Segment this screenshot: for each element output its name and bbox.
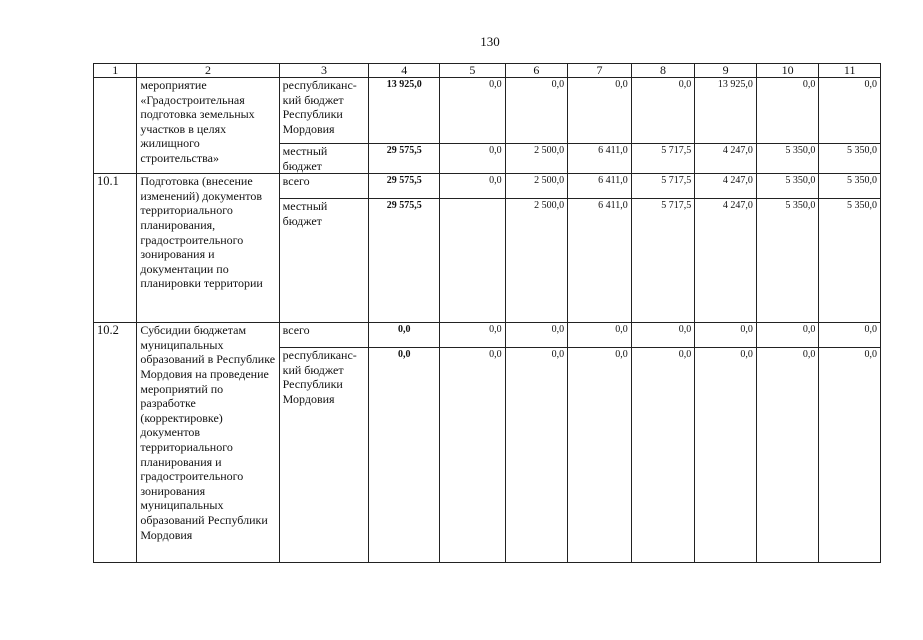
cell-value: 5 350,0 <box>819 144 881 174</box>
column-header: 3 <box>279 64 369 78</box>
cell-value: 0,0 <box>505 78 568 144</box>
cell-value: 0,0 <box>440 78 506 144</box>
budget-table <box>93 63 881 563</box>
cell-value: 5 350,0 <box>756 199 819 323</box>
table-row <box>94 174 881 199</box>
cell-value: 0,0 <box>568 348 632 563</box>
cell-value: 13 925,0 <box>695 78 757 144</box>
column-header: 4 <box>369 64 440 78</box>
cell-value <box>440 199 506 323</box>
cell-value: 5 350,0 <box>756 174 819 199</box>
column-header: 9 <box>695 64 757 78</box>
cell-value: 5 717,5 <box>631 144 695 174</box>
row-code: 10.2 <box>94 323 137 563</box>
cell-value: 6 411,0 <box>568 199 632 323</box>
cell-value: 0,0 <box>695 348 757 563</box>
funding-source: всего <box>279 174 369 199</box>
column-header: 11 <box>819 64 881 78</box>
column-header: 2 <box>137 64 279 78</box>
cell-value: 0,0 <box>568 323 632 348</box>
column-header: 8 <box>631 64 695 78</box>
cell-value: 0,0 <box>819 323 881 348</box>
funding-source: местный бюджет <box>279 144 369 174</box>
total-value: 29 575,5 <box>369 174 440 199</box>
cell-value: 0,0 <box>631 348 695 563</box>
total-value: 29 575,5 <box>369 144 440 174</box>
cell-value: 0,0 <box>440 144 506 174</box>
column-header: 6 <box>505 64 568 78</box>
row-name: Подготовка (внесение изменений) документов территориального планирования, градостроительного зонирования и документации по планировки территории <box>137 174 279 323</box>
funding-source: местный бюджет <box>279 199 369 323</box>
table-row <box>94 323 881 348</box>
total-value: 29 575,5 <box>369 199 440 323</box>
cell-value: 5 717,5 <box>631 174 695 199</box>
cell-value: 0,0 <box>756 323 819 348</box>
funding-source: республиканс-кий бюджет Республики Мордовия <box>279 348 369 563</box>
cell-value: 5 350,0 <box>819 174 881 199</box>
cell-value: 0,0 <box>695 323 757 348</box>
column-header: 7 <box>568 64 632 78</box>
cell-value: 0,0 <box>756 78 819 144</box>
cell-value: 0,0 <box>819 348 881 563</box>
column-header: 5 <box>440 64 506 78</box>
row-name: мероприятие «Градостроительная подготовка земельных участков в целях жилищного строительства» <box>137 78 279 174</box>
cell-value: 2 500,0 <box>505 199 568 323</box>
row-code: 10.1 <box>94 174 137 323</box>
funding-source: всего <box>279 323 369 348</box>
cell-value: 0,0 <box>505 348 568 563</box>
cell-value: 0,0 <box>440 323 506 348</box>
cell-value: 0,0 <box>568 78 632 144</box>
cell-value: 0,0 <box>505 323 568 348</box>
column-header: 10 <box>756 64 819 78</box>
header-row <box>94 64 881 78</box>
page-number: 130 <box>480 34 500 49</box>
cell-value: 0,0 <box>440 174 506 199</box>
column-header: 1 <box>94 64 137 78</box>
funding-source: республиканс-кий бюджет Республики Мордовия <box>279 78 369 144</box>
cell-value: 5 350,0 <box>756 144 819 174</box>
cell-value: 0,0 <box>631 78 695 144</box>
cell-value: 2 500,0 <box>505 174 568 199</box>
cell-value: 0,0 <box>756 348 819 563</box>
table-row <box>94 78 881 144</box>
cell-value: 6 411,0 <box>568 144 632 174</box>
cell-value: 6 411,0 <box>568 174 632 199</box>
cell-value: 4 247,0 <box>695 144 757 174</box>
cell-value: 2 500,0 <box>505 144 568 174</box>
cell-value: 5 350,0 <box>819 199 881 323</box>
cell-value: 0,0 <box>819 78 881 144</box>
row-name: Субсидии бюджетам муниципальных образований в Республике Мордовия на проведение мероприятий по разработке (корректировке) документов территориального планирования и градостроительного зонирования муниципальных образований Республики Мордовия <box>137 323 279 563</box>
cell-value: 0,0 <box>440 348 506 563</box>
cell-value: 5 717,5 <box>631 199 695 323</box>
total-value: 13 925,0 <box>369 78 440 144</box>
row-code <box>94 78 137 174</box>
cell-value: 4 247,0 <box>695 174 757 199</box>
total-value: 0,0 <box>369 323 440 348</box>
total-value: 0,0 <box>369 348 440 563</box>
cell-value: 0,0 <box>631 323 695 348</box>
cell-value: 4 247,0 <box>695 199 757 323</box>
